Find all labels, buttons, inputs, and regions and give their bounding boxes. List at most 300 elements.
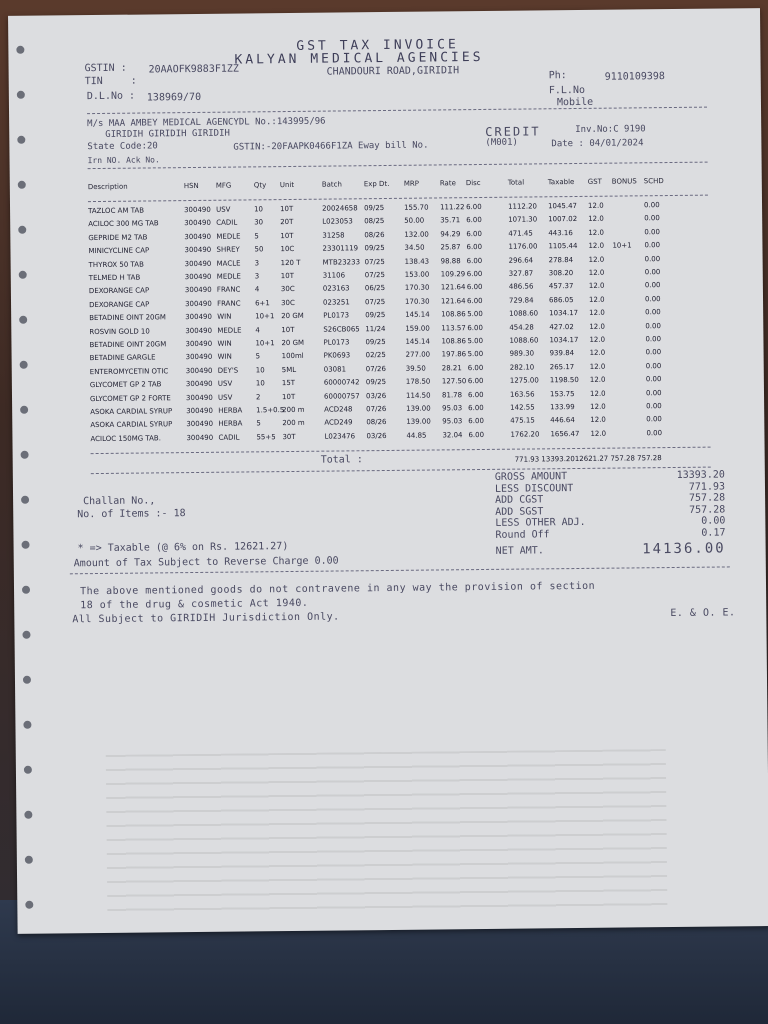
cell-mrp: 132.00 bbox=[404, 230, 429, 239]
cell-schd: 0.00 bbox=[645, 375, 662, 384]
cell-disc: 6.00 bbox=[466, 243, 483, 252]
cell-taxable: 427.02 bbox=[549, 322, 574, 331]
cell-taxable: 265.17 bbox=[549, 362, 575, 372]
cell-rate: 121.64 bbox=[440, 283, 466, 292]
cell-qty: 4 bbox=[254, 285, 260, 294]
cell-exp: 08/26 bbox=[364, 230, 385, 240]
cell-hsn: 300490 bbox=[185, 313, 212, 322]
summary-label: Round Off bbox=[495, 528, 550, 541]
phone-value: 9110109398 bbox=[604, 71, 665, 83]
cell-qty: 4 bbox=[255, 325, 260, 334]
divider bbox=[91, 447, 711, 454]
column-header-unit: Unit bbox=[279, 180, 295, 190]
cell-taxable: 133.99 bbox=[550, 403, 575, 412]
invoice-title: GST TAX INVOICE bbox=[296, 37, 459, 54]
cell-unit: 30C bbox=[280, 298, 295, 307]
cell-schd: 0.00 bbox=[644, 227, 660, 237]
cell-hsn: 300490 bbox=[185, 366, 213, 375]
cell-gst: 12.0 bbox=[588, 282, 605, 291]
taxable-note: * => Taxable (@ 6% on Rs. 12621.27) bbox=[77, 541, 289, 555]
cell-unit: 20T bbox=[280, 218, 294, 227]
cell-gst: 12.0 bbox=[589, 335, 606, 344]
cell-total: 475.15 bbox=[510, 416, 535, 426]
cell-rate: 28.21 bbox=[441, 364, 462, 373]
cell-unit: 30T bbox=[282, 432, 296, 441]
cell-mrp: 145.14 bbox=[405, 337, 430, 346]
cell-mfg: HERBA bbox=[218, 406, 243, 415]
cell-hsn: 300490 bbox=[185, 380, 213, 389]
cell-schd: 0.00 bbox=[644, 294, 661, 304]
cell-mrp: 155.70 bbox=[404, 203, 429, 212]
column-header-total: Total bbox=[507, 178, 525, 187]
cell-mfg: SHREY bbox=[216, 245, 240, 254]
invoice-date: Date : 04/01/2024 bbox=[551, 138, 644, 150]
cell-exp: 09/25 bbox=[365, 338, 386, 347]
cell-disc: 5.00 bbox=[467, 350, 484, 359]
declaration-line-2: 18 of the drug & cosmetic Act 1940. bbox=[80, 597, 309, 612]
cell-desc: THYROX 50 TAB bbox=[88, 260, 144, 269]
cell-schd: 0.00 bbox=[645, 361, 662, 371]
cell-batch: 023251 bbox=[322, 298, 350, 307]
cell-mfg: WIN bbox=[217, 312, 232, 321]
cell-qty: 10 bbox=[255, 366, 265, 375]
cell-taxable: 1034.17 bbox=[549, 309, 579, 318]
tractor-feed-holes bbox=[12, 46, 41, 946]
column-header-gst: GST bbox=[587, 177, 602, 186]
cell-exp: 07/26 bbox=[366, 404, 387, 414]
column-header-taxable: Taxable bbox=[547, 178, 575, 187]
cell-qty: 55+5 bbox=[256, 432, 276, 442]
cell-disc: 6.00 bbox=[466, 202, 482, 212]
cell-hsn: 300490 bbox=[185, 299, 212, 308]
cell-desc: ACILOC 300 MG TAB bbox=[88, 219, 159, 229]
cell-unit: 20 GM bbox=[281, 312, 304, 321]
column-header-hsn: HSN bbox=[183, 181, 199, 191]
cell-qty: 30 bbox=[254, 218, 264, 227]
cell-qty: 10 bbox=[254, 205, 264, 214]
cell-desc: DEXORANGE CAP bbox=[88, 286, 150, 296]
cell-batch: 31106 bbox=[322, 271, 346, 280]
dl-label: D.L.No : bbox=[86, 90, 136, 103]
cell-desc: ROSVIN GOLD 10 bbox=[89, 327, 150, 336]
cell-unit: 10T bbox=[280, 204, 294, 214]
cell-rate: 32.04 bbox=[442, 430, 463, 440]
cell-taxable: 1007.02 bbox=[548, 215, 578, 224]
cell-exp: 07/25 bbox=[364, 297, 386, 307]
cell-disc: 6.00 bbox=[466, 296, 483, 305]
dl-value: 138969/70 bbox=[146, 91, 202, 104]
cell-taxable: 457.37 bbox=[548, 282, 574, 291]
cell-unit: 120 T bbox=[280, 258, 301, 267]
cell-qty: 10+1 bbox=[255, 312, 275, 321]
cell-disc: 6.00 bbox=[467, 390, 484, 399]
cell-exp: 09/25 bbox=[365, 378, 387, 387]
divider bbox=[87, 107, 707, 114]
cell-desc: TAZLOC AM TAB bbox=[88, 206, 145, 216]
cell-desc: BETADINE GARGLE bbox=[89, 353, 156, 363]
gstin-label: GSTIN : bbox=[84, 62, 127, 75]
cell-schd: 0.00 bbox=[645, 348, 662, 357]
cell-mrp: 145.14 bbox=[405, 310, 430, 319]
cell-batch: 023163 bbox=[322, 284, 350, 294]
cell-qty: 10 bbox=[255, 379, 265, 388]
cell-desc: DEXORANGE CAP bbox=[89, 300, 150, 309]
cell-total: 989.30 bbox=[509, 349, 535, 359]
cell-unit: 10T bbox=[280, 271, 294, 281]
cell-total: 454.28 bbox=[509, 323, 534, 332]
cell-batch: 60000757 bbox=[323, 391, 360, 401]
cell-mfg: FRANC bbox=[216, 285, 241, 295]
column-header-mfg: MFG bbox=[215, 181, 232, 190]
cell-bonus: 10+1 bbox=[612, 241, 632, 250]
cell-rate: 109.29 bbox=[440, 270, 466, 279]
cell-hsn: 300490 bbox=[184, 205, 211, 215]
cell-rate: 94.29 bbox=[440, 230, 461, 239]
column-header-batch: Batch bbox=[321, 180, 342, 189]
cell-batch: MTB23233 bbox=[322, 257, 361, 267]
cell-taxable: 443.16 bbox=[548, 228, 573, 238]
cell-taxable: 1198.50 bbox=[549, 376, 579, 385]
summary-value: 14136.00 bbox=[642, 540, 726, 558]
cell-gst: 12.0 bbox=[590, 416, 606, 425]
total-label: Total : bbox=[320, 454, 363, 466]
cell-rate: 35.71 bbox=[440, 216, 461, 225]
cell-mfg: HERBA bbox=[218, 419, 243, 429]
summary-label: LESS OTHER ADJ. bbox=[495, 516, 586, 529]
cell-disc: 6.00 bbox=[468, 403, 484, 413]
summary-value: 13393.20 bbox=[676, 469, 725, 481]
cell-schd: 0.00 bbox=[644, 281, 661, 290]
cell-desc: TELMED H TAB bbox=[88, 273, 141, 283]
divider bbox=[88, 162, 708, 169]
cell-unit: 20 GM bbox=[281, 338, 305, 348]
cell-mrp: 114.50 bbox=[405, 391, 431, 400]
cell-qty: 3 bbox=[254, 258, 260, 267]
cell-rate: 81.78 bbox=[441, 390, 463, 400]
cell-mfg: WIN bbox=[217, 353, 232, 362]
cell-mfg: CADIL bbox=[218, 433, 240, 442]
state-code: State Code:20 bbox=[87, 141, 158, 153]
cell-schd: 0.00 bbox=[645, 308, 661, 317]
cell-mrp: 170.30 bbox=[404, 283, 430, 293]
cell-rate: 197.86 bbox=[441, 350, 467, 359]
cell-mfg: USV bbox=[216, 205, 231, 214]
cell-gst: 12.0 bbox=[589, 362, 606, 371]
cell-exp: 07/25 bbox=[364, 271, 385, 280]
cell-mrp: 159.00 bbox=[405, 324, 430, 333]
cell-exp: 03/26 bbox=[366, 431, 387, 441]
cell-mfg: WIN bbox=[217, 339, 232, 348]
cell-hsn: 300490 bbox=[185, 353, 213, 362]
cell-mfg: USV bbox=[217, 379, 233, 388]
cell-hsn: 300490 bbox=[186, 433, 214, 442]
firm-name: KALYAN MEDICAL AGENCIES bbox=[234, 49, 484, 68]
cell-qty: 5 bbox=[255, 352, 261, 361]
cell-desc: ASOKA CARDIAL SYRUP bbox=[90, 420, 173, 430]
jurisdiction: All Subject to GIRIDIH Jurisdiction Only. bbox=[72, 611, 340, 626]
summary-value: 757.28 bbox=[689, 503, 726, 516]
summary-label: LESS DISCOUNT bbox=[494, 482, 574, 495]
cell-rate: 95.03 bbox=[442, 417, 463, 426]
cell-gst: 12.0 bbox=[589, 375, 606, 385]
cell-unit: 200 m bbox=[282, 419, 305, 428]
counter-code: (M001) bbox=[485, 137, 518, 148]
tin-colon: : bbox=[130, 75, 137, 87]
cell-hsn: 300490 bbox=[185, 326, 213, 335]
cell-disc: 6.00 bbox=[466, 283, 483, 292]
cell-total: 1762.20 bbox=[510, 430, 540, 439]
cell-batch: ACD248 bbox=[324, 405, 353, 414]
cell-desc: MINICYCLINE CAP bbox=[88, 246, 150, 256]
irn-ack: Irn NO. Ack No. bbox=[87, 155, 160, 166]
eoe-note: E. & O. E. bbox=[670, 607, 736, 620]
cell-schd: 0.00 bbox=[644, 241, 661, 250]
cell-hsn: 300490 bbox=[184, 219, 211, 228]
cell-total: 1088.60 bbox=[509, 336, 539, 345]
cell-gst: 12.0 bbox=[588, 241, 605, 251]
cell-batch: 60000742 bbox=[323, 378, 360, 387]
cell-gst: 12.0 bbox=[588, 295, 605, 304]
cell-rate: 108.86 bbox=[441, 337, 466, 346]
cell-schd: 0.00 bbox=[646, 428, 663, 438]
cell-taxable: 446.64 bbox=[550, 416, 575, 425]
cell-total: 142.55 bbox=[510, 403, 535, 412]
cell-mrp: 170.30 bbox=[404, 297, 430, 306]
cell-taxable: 1034.17 bbox=[549, 335, 579, 345]
cell-schd: 0.00 bbox=[644, 254, 661, 263]
bleed-through-text bbox=[106, 749, 668, 915]
reverse-charge: Amount of Tax Subject to Reverse Charge 0.00 bbox=[73, 555, 339, 570]
cell-taxable: 1045.47 bbox=[548, 201, 578, 211]
cell-mfg: MEDLE bbox=[216, 232, 241, 241]
cell-disc: 6.00 bbox=[466, 216, 482, 225]
cell-schd: 0.00 bbox=[645, 335, 662, 344]
cell-qty: 2 bbox=[255, 392, 261, 401]
cell-unit: 10C bbox=[280, 245, 295, 254]
cell-rate: 113.57 bbox=[441, 323, 466, 333]
cell-exp: 09/25 bbox=[364, 204, 385, 213]
cell-taxable: 1656.47 bbox=[550, 429, 580, 439]
cell-qty: 50 bbox=[254, 245, 264, 254]
cell-batch: 23301119 bbox=[322, 244, 359, 253]
party-city: GIRIDIH GIRIDIH GIRIDIH bbox=[105, 128, 230, 140]
cell-mrp: 39.50 bbox=[405, 364, 426, 373]
cell-hsn: 300490 bbox=[184, 232, 212, 241]
cell-taxable: 1105.44 bbox=[548, 242, 578, 251]
cell-rate: 127.50 bbox=[441, 377, 467, 386]
column-header-desc: Description bbox=[87, 182, 128, 192]
summary-label: ADD SGST bbox=[495, 505, 544, 518]
cell-total: 1088.60 bbox=[509, 309, 539, 318]
cell-unit: 30C bbox=[280, 285, 295, 294]
cell-total: 327.87 bbox=[508, 269, 534, 278]
cell-hsn: 300490 bbox=[185, 339, 213, 349]
cell-hsn: 300490 bbox=[185, 393, 213, 402]
mobile-label: Mobile bbox=[556, 96, 594, 109]
column-header-disc: Disc bbox=[465, 178, 481, 188]
cell-qty: 5 bbox=[256, 419, 261, 428]
cell-gst: 12.0 bbox=[589, 389, 606, 398]
cell-mfg: DEY'S bbox=[217, 366, 239, 375]
cell-batch: PL0173 bbox=[323, 338, 350, 347]
cell-disc: 6.00 bbox=[468, 430, 485, 439]
gstin-value: 20AAOFK9883F1ZZ bbox=[148, 63, 239, 76]
cell-total: 296.64 bbox=[508, 256, 534, 265]
credit-label: CREDIT bbox=[485, 124, 541, 139]
cell-batch: L023476 bbox=[324, 432, 356, 441]
cell-batch: PK0693 bbox=[323, 351, 351, 361]
cell-exp: 09/25 bbox=[365, 311, 386, 320]
cell-taxable: 308.20 bbox=[548, 269, 574, 278]
cell-exp: 11/24 bbox=[365, 324, 386, 333]
cell-qty: 10+1 bbox=[255, 339, 275, 348]
cell-gst: 12.0 bbox=[588, 255, 605, 264]
cell-batch: S26CB065 bbox=[323, 324, 360, 334]
summary-value: 757.28 bbox=[688, 492, 726, 504]
cell-rate: 121.64 bbox=[440, 296, 466, 306]
cell-disc: 5.00 bbox=[467, 336, 484, 346]
cell-exp: 07/26 bbox=[365, 364, 386, 374]
cell-mrp: 277.00 bbox=[405, 350, 431, 360]
cell-qty: 3 bbox=[254, 272, 260, 281]
cell-mrp: 138.43 bbox=[404, 257, 430, 266]
cell-schd: 0.00 bbox=[646, 415, 662, 424]
column-header-rate: Rate bbox=[439, 179, 456, 188]
cell-exp: 07/25 bbox=[364, 257, 385, 266]
column-header-exp: Exp Dt. bbox=[363, 179, 390, 189]
party-name: M/s MAA AMBEY MEDICAL AGENCYDL No.:143995/96 bbox=[87, 116, 326, 130]
cell-total: 486.56 bbox=[508, 282, 534, 292]
cell-taxable: 153.75 bbox=[549, 389, 575, 398]
cell-schd: 0.00 bbox=[644, 268, 661, 277]
invoice-number: Inv.No:C 9190 bbox=[575, 124, 646, 136]
summary-value: 0.00 bbox=[701, 515, 726, 527]
cell-unit: 100ml bbox=[281, 352, 304, 361]
summary-label: GROSS AMOUNT bbox=[494, 471, 568, 483]
cell-disc: 6.00 bbox=[466, 229, 482, 238]
cell-taxable: 278.84 bbox=[548, 255, 574, 264]
column-header-qty: Qty bbox=[253, 181, 267, 190]
items-count: No. of Items :- 18 bbox=[77, 508, 186, 521]
cell-batch: 03081 bbox=[323, 365, 347, 374]
tin-label: TIN bbox=[84, 75, 103, 88]
cell-gst: 12.0 bbox=[588, 228, 604, 237]
cell-exp: 08/25 bbox=[364, 217, 385, 226]
cell-rate: 25.87 bbox=[440, 243, 461, 252]
cell-total: 1176.00 bbox=[508, 242, 538, 251]
cell-qty: 1.5+0.5 bbox=[256, 406, 285, 415]
cell-qty: 5 bbox=[254, 232, 259, 241]
cell-disc: 6.00 bbox=[467, 363, 484, 372]
party-gstin: GSTIN:-20FAAPK0466F1ZA Eway bill No. bbox=[233, 140, 429, 153]
cell-desc: ENTEROMYCETIN OTIC bbox=[89, 367, 169, 376]
cell-qty: 6+1 bbox=[255, 299, 270, 308]
cell-total: 471.45 bbox=[508, 229, 533, 238]
cell-hsn: 300490 bbox=[184, 272, 212, 282]
cell-gst: 12.0 bbox=[589, 349, 606, 358]
firm-address: CHANDOURI ROAD,GIRIDIH bbox=[326, 65, 460, 78]
cell-unit: 15T bbox=[281, 379, 296, 388]
cell-batch: PL0173 bbox=[323, 311, 350, 320]
cell-batch: ACD249 bbox=[324, 418, 353, 428]
cell-schd: 0.00 bbox=[643, 201, 660, 210]
totals-values: 771.93 13393.2012621.27 757.28 757.28 bbox=[514, 454, 662, 464]
cell-exp: 09/25 bbox=[364, 244, 385, 253]
cell-gst: 12.0 bbox=[589, 322, 605, 331]
cell-hsn: 300490 bbox=[184, 246, 212, 255]
cell-desc: ASOKA CARDIAL SYRUP bbox=[90, 407, 173, 417]
cell-schd: 0.00 bbox=[645, 388, 662, 397]
cell-gst: 12.0 bbox=[589, 308, 605, 318]
invoice-content bbox=[64, 28, 744, 626]
cell-schd: 0.00 bbox=[645, 321, 661, 330]
cell-taxable: 939.84 bbox=[549, 349, 575, 358]
cell-schd: 0.00 bbox=[644, 214, 660, 223]
cell-total: 729.84 bbox=[508, 296, 534, 305]
cell-unit: 10T bbox=[281, 325, 295, 334]
cell-disc: 6.00 bbox=[468, 417, 484, 426]
cell-rate: 95.03 bbox=[442, 404, 463, 413]
fl-label: F.L.No bbox=[548, 84, 586, 97]
summary-value: 771.93 bbox=[688, 480, 726, 493]
cell-mrp: 178.50 bbox=[405, 377, 431, 386]
cell-rate: 98.88 bbox=[440, 256, 461, 266]
cell-batch: 31258 bbox=[322, 231, 345, 240]
cell-gst: 12.0 bbox=[588, 215, 604, 224]
cell-taxable: 686.05 bbox=[548, 295, 574, 305]
cell-gst: 12.0 bbox=[590, 429, 607, 438]
cell-unit: 10T bbox=[281, 392, 296, 401]
invoice-paper bbox=[8, 8, 768, 934]
cell-unit: 10T bbox=[280, 231, 294, 240]
phone-label: Ph: bbox=[548, 70, 567, 82]
cell-mrp: 153.00 bbox=[404, 270, 430, 279]
cell-rate: 111.22 bbox=[440, 203, 465, 212]
cell-exp: 08/26 bbox=[366, 418, 387, 427]
cell-desc: ACILOC 150MG TAB. bbox=[90, 434, 161, 443]
cell-desc: GLYCOMET GP 2 TAB bbox=[89, 380, 162, 390]
cell-rate: 108.86 bbox=[441, 310, 466, 319]
cell-total: 1071.30 bbox=[508, 215, 538, 225]
cell-total: 282.10 bbox=[509, 363, 535, 372]
cell-total: 163.56 bbox=[509, 390, 535, 399]
declaration-line-1: The above mentioned goods do not contravene in any way the provision of section bbox=[79, 580, 596, 598]
summary-label: NET AMT. bbox=[495, 545, 544, 557]
cell-mrp: 44.85 bbox=[406, 431, 427, 440]
cell-mfg: USV bbox=[217, 393, 233, 402]
cell-desc: BETADINE OINT 20GM bbox=[89, 313, 167, 323]
cell-gst: 12.0 bbox=[588, 268, 605, 277]
column-header-bonus: BONUS bbox=[611, 177, 637, 186]
summary-value: 0.17 bbox=[701, 526, 726, 539]
cell-mfg: CADIL bbox=[216, 218, 238, 228]
cell-mfg: FRANC bbox=[217, 299, 241, 308]
cell-gst: 12.0 bbox=[587, 201, 604, 210]
cell-desc: BETADINE OINT 20GM bbox=[89, 340, 167, 350]
cell-total: 1112.20 bbox=[508, 202, 538, 211]
cell-total: 1275.00 bbox=[509, 376, 539, 385]
cell-mfg: MACLE bbox=[216, 259, 241, 268]
cell-hsn: 300490 bbox=[184, 286, 212, 295]
cell-hsn: 300490 bbox=[186, 406, 213, 416]
cell-exp: 02/25 bbox=[365, 351, 386, 360]
cell-mrp: 50.00 bbox=[404, 216, 425, 226]
cell-mrp: 139.00 bbox=[406, 404, 431, 413]
cell-mfg: MEDLE bbox=[216, 272, 241, 281]
cell-disc: 5.00 bbox=[467, 310, 483, 319]
divider bbox=[91, 467, 711, 474]
cell-exp: 06/25 bbox=[364, 284, 386, 293]
